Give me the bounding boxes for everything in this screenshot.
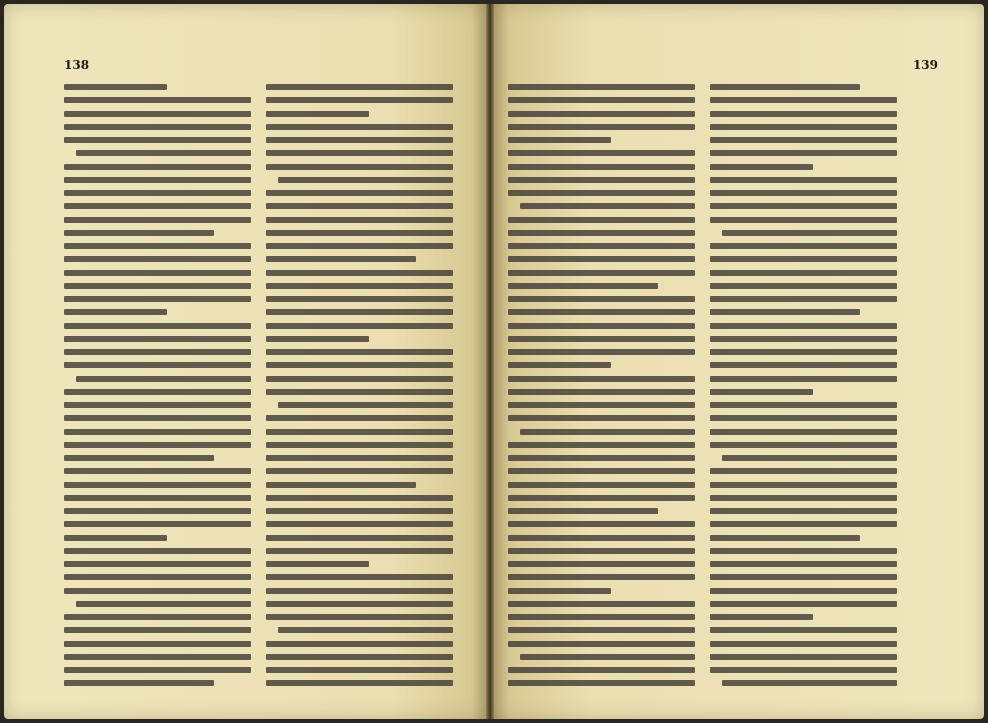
text-line: [508, 97, 695, 103]
text-line: [508, 309, 695, 315]
text-line: [64, 588, 251, 594]
text-line: [710, 641, 897, 647]
text-line: [64, 429, 251, 435]
text-line: [266, 521, 453, 527]
text-line: [64, 270, 251, 276]
text-line: [278, 627, 453, 633]
text-line: [266, 190, 453, 196]
text-line: [508, 627, 695, 633]
text-line: [64, 574, 251, 580]
book-gutter: [486, 4, 494, 719]
text-line: [508, 442, 695, 448]
text-line: [710, 495, 897, 501]
text-line: [710, 309, 860, 315]
text-line: [710, 574, 897, 580]
text-line: [278, 177, 453, 183]
text-line: [710, 111, 897, 117]
text-line: [722, 680, 897, 686]
text-line: [64, 641, 251, 647]
text-line: [710, 415, 897, 421]
text-line: [508, 482, 695, 488]
text-line: [64, 203, 251, 209]
text-line: [64, 177, 251, 183]
text-line: [266, 230, 453, 236]
text-line: [508, 588, 611, 594]
text-column: [508, 84, 695, 694]
text-line: [710, 508, 897, 514]
text-line: [64, 627, 251, 633]
text-line: [710, 561, 897, 567]
text-line: [64, 362, 251, 368]
text-line: [64, 495, 251, 501]
text-line: [64, 217, 251, 223]
text-line: [266, 124, 453, 130]
text-line: [710, 256, 897, 262]
left-page: [4, 4, 486, 719]
text-column: [710, 84, 897, 694]
text-line: [266, 164, 453, 170]
text-line: [508, 455, 695, 461]
text-line: [710, 614, 813, 620]
text-line: [266, 415, 453, 421]
text-line: [64, 296, 251, 302]
text-line: [710, 389, 813, 395]
text-line: [266, 548, 453, 554]
right-page: [494, 4, 984, 719]
text-line: [710, 296, 897, 302]
text-line: [266, 574, 453, 580]
text-line: [266, 535, 453, 541]
text-line: [508, 574, 695, 580]
text-line: [64, 283, 251, 289]
text-line: [508, 124, 695, 130]
text-line: [64, 667, 251, 673]
text-line: [64, 654, 251, 660]
text-line: [64, 614, 251, 620]
text-line: [710, 442, 897, 448]
text-line: [722, 230, 897, 236]
text-line: [64, 561, 251, 567]
text-column: [64, 84, 251, 694]
text-line: [508, 323, 695, 329]
text-line: [710, 283, 897, 289]
text-line: [64, 190, 251, 196]
text-line: [710, 521, 897, 527]
text-line: [508, 362, 611, 368]
text-line: [266, 362, 453, 368]
text-line: [266, 614, 453, 620]
text-line: [64, 164, 251, 170]
text-line: [508, 508, 658, 514]
text-line: [266, 601, 453, 607]
text-line: [266, 482, 416, 488]
text-line: [710, 468, 897, 474]
text-line: [266, 150, 453, 156]
text-line: [266, 442, 453, 448]
text-line: [710, 270, 897, 276]
text-line: [266, 641, 453, 647]
text-line: [710, 243, 897, 249]
text-line: [520, 203, 695, 209]
text-line: [76, 150, 251, 156]
text-line: [710, 482, 897, 488]
text-line: [266, 468, 453, 474]
text-line: [266, 667, 453, 673]
text-column: [266, 84, 453, 694]
text-line: [710, 601, 897, 607]
text-line: [508, 415, 695, 421]
text-line: [710, 336, 897, 342]
text-line: [508, 641, 695, 647]
text-line: [508, 190, 695, 196]
text-line: [508, 402, 695, 408]
page-number: 138: [64, 58, 90, 72]
open-book-spread: [4, 4, 984, 719]
text-line: [266, 389, 453, 395]
text-line: [76, 376, 251, 382]
text-line: [64, 256, 251, 262]
text-line: [64, 230, 214, 236]
text-line: [508, 535, 695, 541]
text-line: [266, 296, 453, 302]
text-line: [710, 667, 897, 673]
text-line: [508, 548, 695, 554]
text-line: [710, 124, 897, 130]
text-line: [266, 111, 369, 117]
text-line: [266, 508, 453, 514]
text-line: [64, 442, 251, 448]
text-line: [64, 455, 214, 461]
text-line: [266, 680, 453, 686]
page-number: 139: [912, 58, 938, 72]
text-line: [508, 561, 695, 567]
text-line: [710, 402, 897, 408]
text-line: [710, 362, 897, 368]
text-line: [64, 309, 167, 315]
text-line: [266, 654, 453, 660]
text-line: [508, 177, 695, 183]
text-line: [64, 124, 251, 130]
text-line: [64, 323, 251, 329]
text-line: [266, 243, 453, 249]
text-line: [64, 97, 251, 103]
text-line: [508, 84, 695, 90]
text-line: [64, 535, 167, 541]
text-line: [266, 283, 453, 289]
text-line: [508, 296, 695, 302]
text-line: [508, 150, 695, 156]
text-line: [710, 627, 897, 633]
text-line: [266, 561, 369, 567]
text-line: [64, 84, 167, 90]
text-line: [508, 283, 658, 289]
text-line: [710, 97, 897, 103]
text-line: [64, 389, 251, 395]
text-line: [266, 309, 453, 315]
text-line: [278, 402, 453, 408]
text-line: [508, 680, 695, 686]
text-line: [64, 349, 251, 355]
text-line: [508, 256, 695, 262]
text-line: [508, 521, 695, 527]
text-line: [64, 548, 251, 554]
text-line: [64, 111, 251, 117]
text-line: [266, 256, 416, 262]
text-line: [266, 376, 453, 382]
text-line: [266, 84, 453, 90]
text-line: [508, 495, 695, 501]
text-line: [508, 217, 695, 223]
text-line: [266, 429, 453, 435]
text-line: [710, 349, 897, 355]
text-line: [722, 455, 897, 461]
text-line: [64, 137, 251, 143]
text-line: [508, 270, 695, 276]
text-line: [64, 415, 251, 421]
text-line: [266, 495, 453, 501]
text-line: [508, 230, 695, 236]
text-line: [710, 164, 813, 170]
text-line: [520, 654, 695, 660]
text-line: [508, 137, 611, 143]
text-line: [508, 164, 695, 170]
text-line: [710, 84, 860, 90]
text-line: [64, 521, 251, 527]
text-line: [76, 601, 251, 607]
text-line: [710, 323, 897, 329]
text-line: [710, 203, 897, 209]
text-line: [710, 177, 897, 183]
text-line: [266, 203, 453, 209]
text-line: [508, 468, 695, 474]
text-line: [710, 217, 897, 223]
text-line: [508, 243, 695, 249]
text-line: [266, 455, 453, 461]
text-line: [710, 654, 897, 660]
text-line: [64, 336, 251, 342]
text-line: [266, 270, 453, 276]
text-line: [64, 482, 251, 488]
text-line: [266, 323, 453, 329]
text-line: [508, 376, 695, 382]
text-line: [710, 376, 897, 382]
text-line: [508, 601, 695, 607]
text-line: [64, 243, 251, 249]
text-line: [710, 137, 897, 143]
text-line: [520, 429, 695, 435]
text-line: [266, 97, 453, 103]
text-line: [64, 680, 214, 686]
text-line: [710, 429, 897, 435]
text-line: [710, 548, 897, 554]
text-line: [710, 190, 897, 196]
text-line: [266, 336, 369, 342]
text-line: [508, 614, 695, 620]
text-line: [508, 336, 695, 342]
text-line: [64, 508, 251, 514]
text-line: [266, 137, 453, 143]
text-line: [508, 111, 695, 117]
text-line: [266, 217, 453, 223]
text-line: [508, 667, 695, 673]
text-line: [710, 535, 860, 541]
text-line: [710, 588, 897, 594]
text-line: [266, 588, 453, 594]
text-line: [508, 349, 695, 355]
text-line: [64, 468, 251, 474]
text-line: [508, 389, 695, 395]
text-line: [710, 150, 897, 156]
text-line: [64, 402, 251, 408]
text-line: [266, 349, 453, 355]
